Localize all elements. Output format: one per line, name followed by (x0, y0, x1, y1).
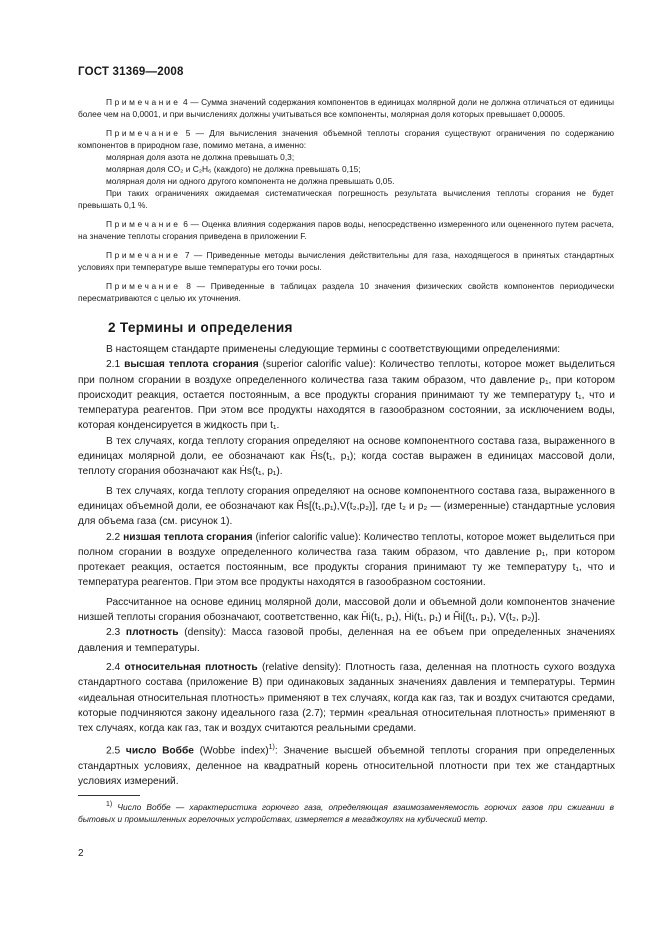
note-text: 8 — Приведенные в таблицах раздела 10 значения физических свойств компонентов периодически пересматриваются с целью их уточнения. (78, 281, 614, 303)
term-english: (density): (178, 627, 232, 639)
note-text: 7 — Приведенные методы вычисления действительны для газа, находящегося в принятых стандартных условиях при температуре выше температуры его точки росы. (78, 250, 614, 272)
note-text: 4 — Сумма значений содержания компонентов в единицах молярной доли не должна отличаться от единицы более чем на 0,0001, и при вычислениях должны учитываться все компоненты, молярная доля которых превышает 0,00005. (78, 97, 614, 119)
section-body (78, 342, 615, 790)
term-number: 2.2 (106, 531, 124, 543)
note-5 (78, 127, 614, 151)
term-name: плотность (125, 627, 179, 639)
note-label: Примечание (106, 97, 181, 107)
note-label: Примечание (106, 128, 181, 138)
term-2-1-paragraph: В тех случаях, когда теплоту сгорания определяют на основе компонентного состава газа, выраженного в единицах молярной доли, ее обозначают как H̄s(t₁, p₁); когда состав выражен в единицах массовой доли, теплоту сгорания обозначают как Ḣs(t₁, p₁). (78, 435, 615, 478)
term-english: (inferior calorific value): (252, 531, 364, 543)
note-text: 5 — Для вычисления значения объемной теплоты сгорания существуют ограничения по содержанию компонентов в природном газе, помимо метана, а именно: (78, 128, 614, 150)
note-4 (78, 96, 614, 120)
footnote-divider (78, 795, 140, 796)
term-definition: Количество теплоты, которое может выделиться при полном сгорании в воздухе определенного количества газа таким образом, что давление p₁, при котором происходит реакция, остается постоянным, а все продукты сгорания принимают ту же температуру t₁, что и температура реагентов. При этом все продукты находятся в газообразном состоянии, за исключением воды, которая конденсируется в жидкость при t₁. (78, 359, 615, 432)
note-text: 6 — Оценка влияния содержания паров воды, непосредственно измеренного или оцененного путем расчета, на значение теплоты сгорания приведена в приложении F. (78, 219, 614, 241)
page-number: 2 (78, 848, 84, 859)
term-2-2-paragraph: Рассчитанное на основе единиц молярной доли, массовой доли и объемной доли компонентов значение низшей теплоты сгорания обозначают, соответственно, как H̄i(t₁, p₁), Ḣi(t₁, p₁) и H̃i[(t₁, p₁), V(t₂, p₂)]. (78, 596, 615, 624)
note-label: Примечание (106, 281, 181, 291)
intro-paragraph: В настоящем стандарте применены следующие термины с соответствующими определениями: (106, 344, 561, 355)
term-number: 2.5 (106, 745, 126, 757)
term-english: (relative density): (257, 661, 346, 673)
term-name: низшая теплота сгорания (123, 531, 253, 543)
footnote-mark: 1) (106, 801, 113, 808)
term-definition: Масса газовой пробы, деленная на ее объем при определенных значениях давления и температуры. (78, 627, 615, 654)
document-header: ГОСТ 31369—2008 (78, 66, 184, 78)
term-2-2 (78, 530, 615, 591)
note-label: Примечание (106, 250, 181, 260)
term-2-4 (78, 660, 615, 736)
section-title: 2 Термины и определения (108, 320, 293, 335)
note-8 (78, 280, 614, 304)
note-5-item: молярная доля ни одного другого компонента не должна превышать 0,05. (106, 176, 395, 186)
term-number: 2.4 (106, 661, 125, 673)
term-english: (Wobbe index) (193, 745, 269, 757)
note-5-item: молярная доля CO₂ и C₂H₆ (каждого) не должна превышать 0,15; (106, 164, 361, 174)
term-definition: : Значение высшей объемной теплоты сгорания при определенных стандартных условиях, деленное на квадратный корень относительной плотности при тех же стандартных условиях измерений. (78, 745, 615, 788)
note-5-item: молярная доля азота не должна превышать 0,3; (106, 152, 295, 162)
term-english: (superior calorific value): (258, 359, 380, 371)
term-2-5 (78, 740, 615, 789)
note-label: Примечание (106, 219, 181, 229)
note-5-tail: При таких ограничениях ожидаемая систематическая погрешность результата вычисления теплоты сгорания не будет превышать 0,1 %. (78, 188, 614, 210)
term-number: 2.3 (106, 627, 126, 639)
term-name: число Воббе (125, 745, 194, 757)
footnote-text: Число Воббе — характеристика горючего газа, определяющая взаимозаменяемость горючих газов при сжигании в бытовых и промышленных горелочных устройствах, измеряется в мегаджоулях на кубический метр. (78, 801, 614, 824)
term-2-1 (78, 357, 615, 433)
term-2-3 (78, 625, 615, 656)
note-7 (78, 249, 614, 273)
notes-block (78, 96, 614, 304)
term-2-1-paragraph: В тех случаях, когда теплоту сгорания определяют на основе компонентного состава газа, выраженного в единицах объемной доли, ее обозначают как H̃s[(t₁,p₁),V(t₂,p₂)], где t₂ и p₂ — (измеренные) стандартные условия для объема газа (см. рисунок 1). (78, 485, 615, 528)
term-name: высшая теплота сгорания (124, 359, 259, 371)
footnote-ref: 1) (268, 744, 275, 752)
footnote (78, 799, 614, 825)
term-number: 2.1 (106, 359, 125, 371)
note-6 (78, 218, 614, 242)
term-definition: Плотность газа, деленная на плотность сухого воздуха стандартного состава (приложение В) при одинаковых заданных значениях давления и температуры. Термин «идеальная относительная плотность» применяют в тех случаях, когда как газ, так и воздух считаются средами, которые подчиняются закону идеального газа (2.7); термин «реальная относительная плотность» применяют в тех случаях, когда как газ, так и воздух считаются реальными средами. (78, 661, 615, 735)
term-name: относительная плотность (124, 661, 258, 673)
term-definition: Количество теплоты, которое может выделиться при полном сгорании в воздухе определенного количества газа таким образом, что давление p₁, при котором протекает реакция, остается постоянным, все продукты сгорания принимают ту же температуру t₁, что и температура реагентов. При этом все продукты находятся в газообразном состоянии. (78, 531, 615, 589)
